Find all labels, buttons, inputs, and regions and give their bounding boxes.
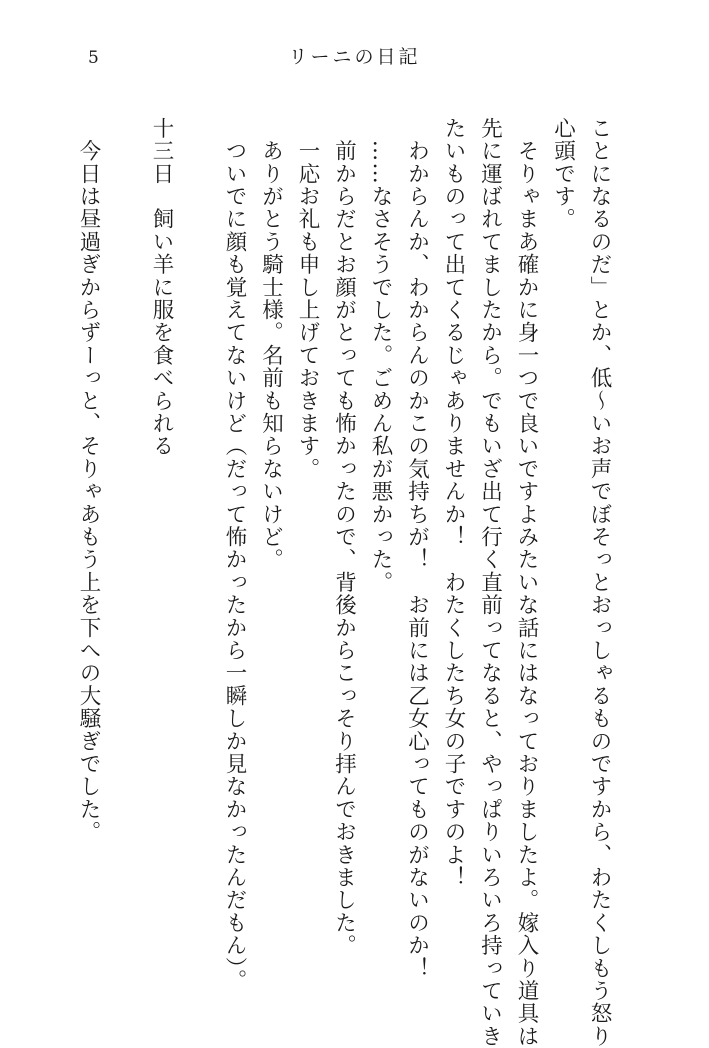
text-line: ついでに顔も覚えてないけど（だって怖かったから一瞬しか見なかったんだもん）。 (222, 117, 247, 992)
blank-line (179, 117, 216, 917)
text-line: 先に運ばれてましたから。でもいざ出て行く直前ってなると、やっぱりいろいろ持っていき (477, 117, 503, 1048)
blank-line (106, 117, 143, 917)
text-line: 今日は昼過ぎからずーっと、そりゃあもう上を下への大騒ぎでした。 (76, 117, 101, 844)
page-number: 5 (88, 48, 99, 68)
text-line: 前からだとお顔がとっても怖かったので、背後からこっそり拝んでおきました。 (331, 117, 357, 957)
text-line: ……なさそうでした。ごめん私が悪かった。 (368, 117, 393, 594)
text-line: ありがとう騎士様。名前も知らないけど。 (258, 117, 284, 571)
body-text (70, 117, 618, 1048)
text-line: 一応お礼も申し上げておきます。 (295, 117, 320, 481)
text-line: ことになるのだ」とか、低～いお声でぼそっとおっしゃるものですから、わたくしもう怒り (587, 117, 612, 1048)
text-line: そりゃまあ確かに身一つで良いですよみたいな話にはなっておりましたよ。嫁入り道具は (514, 117, 539, 1048)
text-line: たいものって出てくるじゃありませんか！ わたくしたち女の子ですのよ！ (441, 117, 466, 889)
diary-entry-heading: 十三日 飼い羊に服を食べられる (149, 117, 174, 458)
text-line: わからんか、わからんのかこの気持ちが！ お前には乙女心ってものがないのか！ (404, 117, 430, 980)
text-line: 心頭です。 (550, 117, 576, 231)
running-title: リーニの日記 (288, 46, 421, 68)
